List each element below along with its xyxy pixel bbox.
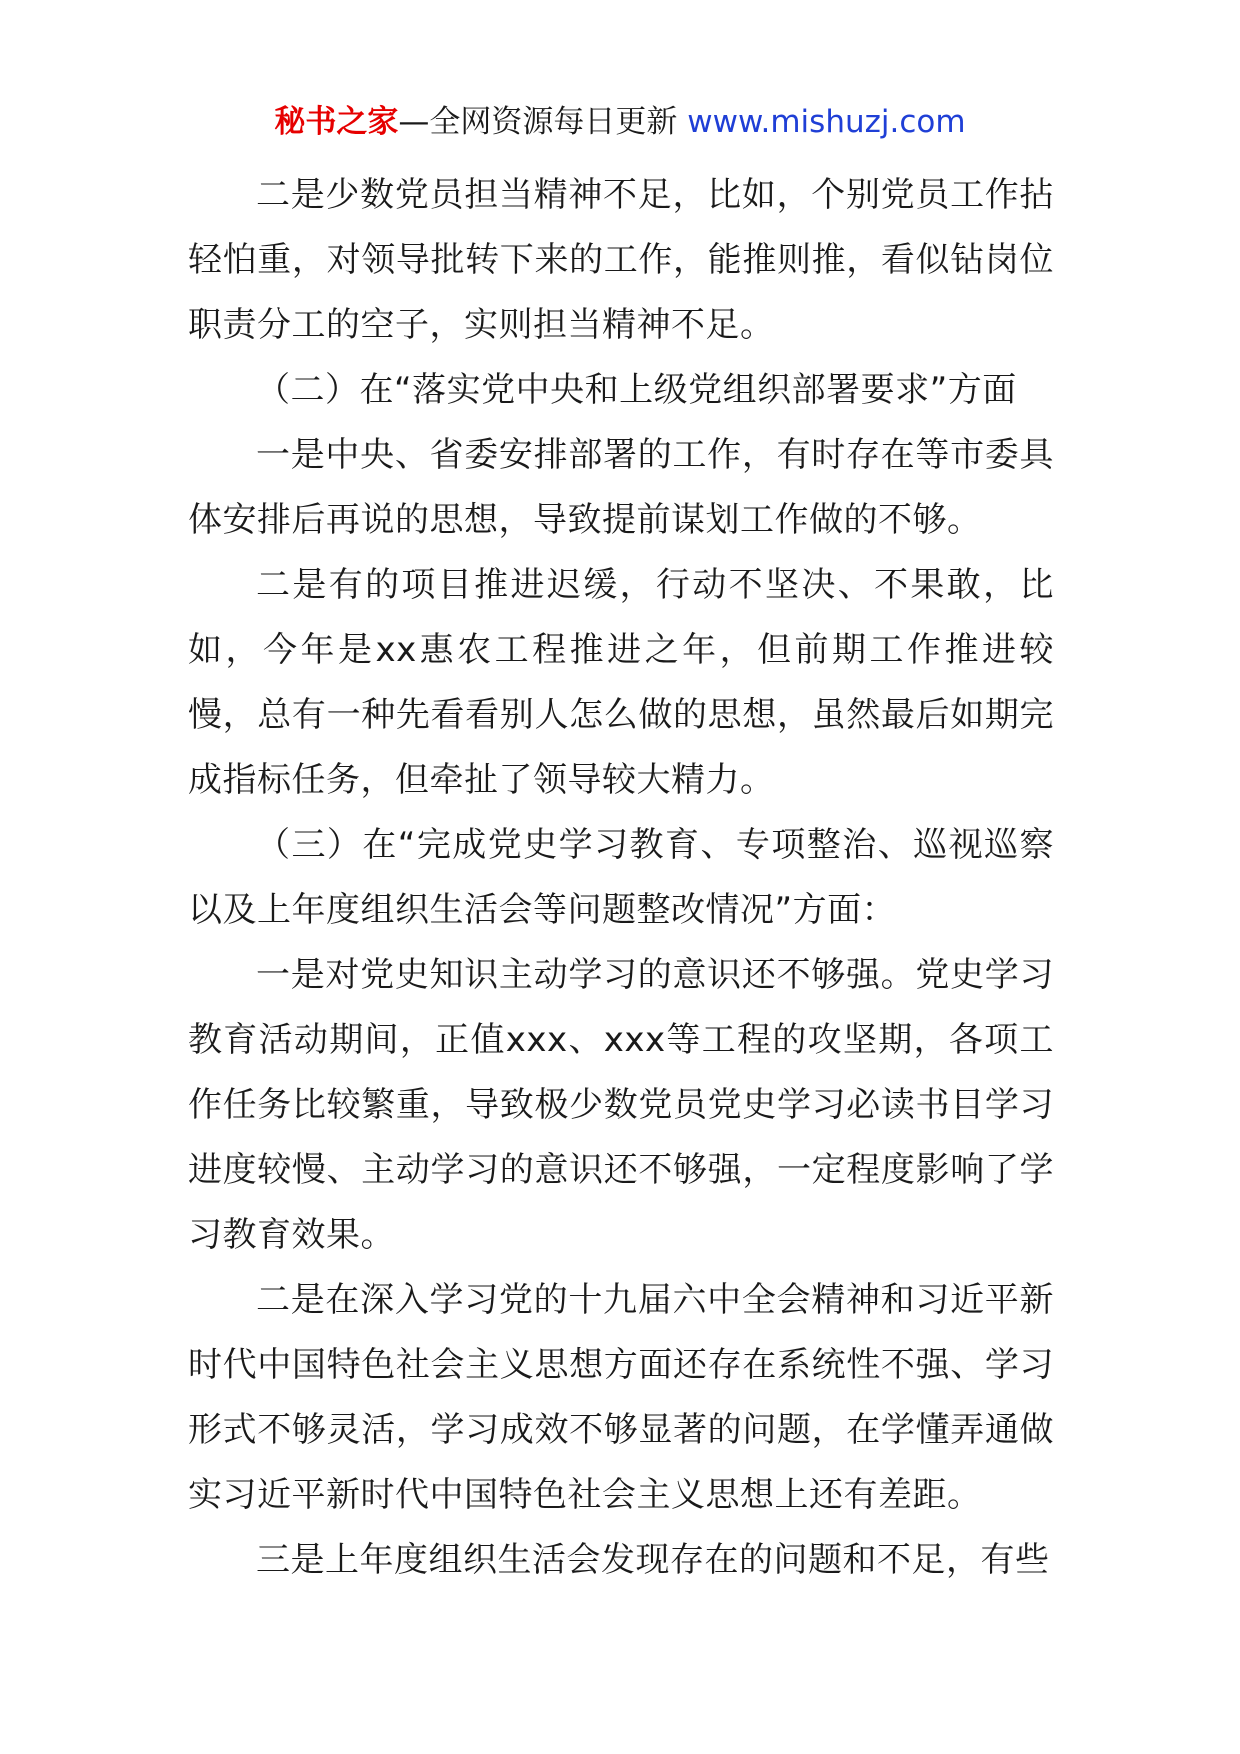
section-heading: （二）在“落实党中央和上级党组织部署要求”方面: [256, 370, 1017, 410]
paragraph: 一是对党史知识主动学习的意识还不够强。党史学习教育活动期间，正值xxx、xxx等工程的攻坚期，各项工作任务比较繁重，导致极少数党员党史学习必读书目学习进度较慢、主动学习的意识还不够强，一定程度影响了学习教育效果。: [188, 955, 1054, 1255]
site-url-link[interactable]: www.mishuzj.com: [687, 104, 966, 140]
section-heading: （三）在“完成党史学习教育、专项整治、巡视巡察以及上年度组织生活会等问题整改情况”方面：: [188, 825, 1054, 930]
brand-name: 秘书之家: [274, 104, 399, 140]
document-body: [188, 163, 1054, 1593]
paragraph: 一是中央、省委安排部署的工作，有时存在等市委具体安排后再说的思想，导致提前谋划工作做的不够。: [188, 435, 1054, 540]
paragraph: 二是在深入学习党的十九届六中全会精神和习近平新时代中国特色社会主义思想方面还存在系统性不强、学习形式不够灵活，学习成效不够显著的问题，在学懂弄通做实习近平新时代中国特色社会主义思想上还有差距。: [188, 1280, 1054, 1515]
paragraph: 三是上年度组织生活会发现存在的问题和不足，有些: [256, 1540, 1050, 1580]
paragraph: 二是有的项目推进迟缓，行动不坚决、不果敢，比如，今年是xx惠农工程推进之年，但前期工作推进较慢，总有一种先看看别人怎么做的思想，虽然最后如期完成指标任务，但牵扯了领导较大精力。: [188, 565, 1054, 800]
paragraph: 二是少数党员担当精神不足，比如，个别党员工作拈轻怕重，对领导批转下来的工作，能推则推，看似钻岗位职责分工的空子，实则担当精神不足。: [188, 175, 1054, 345]
header-slogan: —全网资源每日更新: [398, 104, 678, 140]
page-header: [0, 100, 1240, 144]
